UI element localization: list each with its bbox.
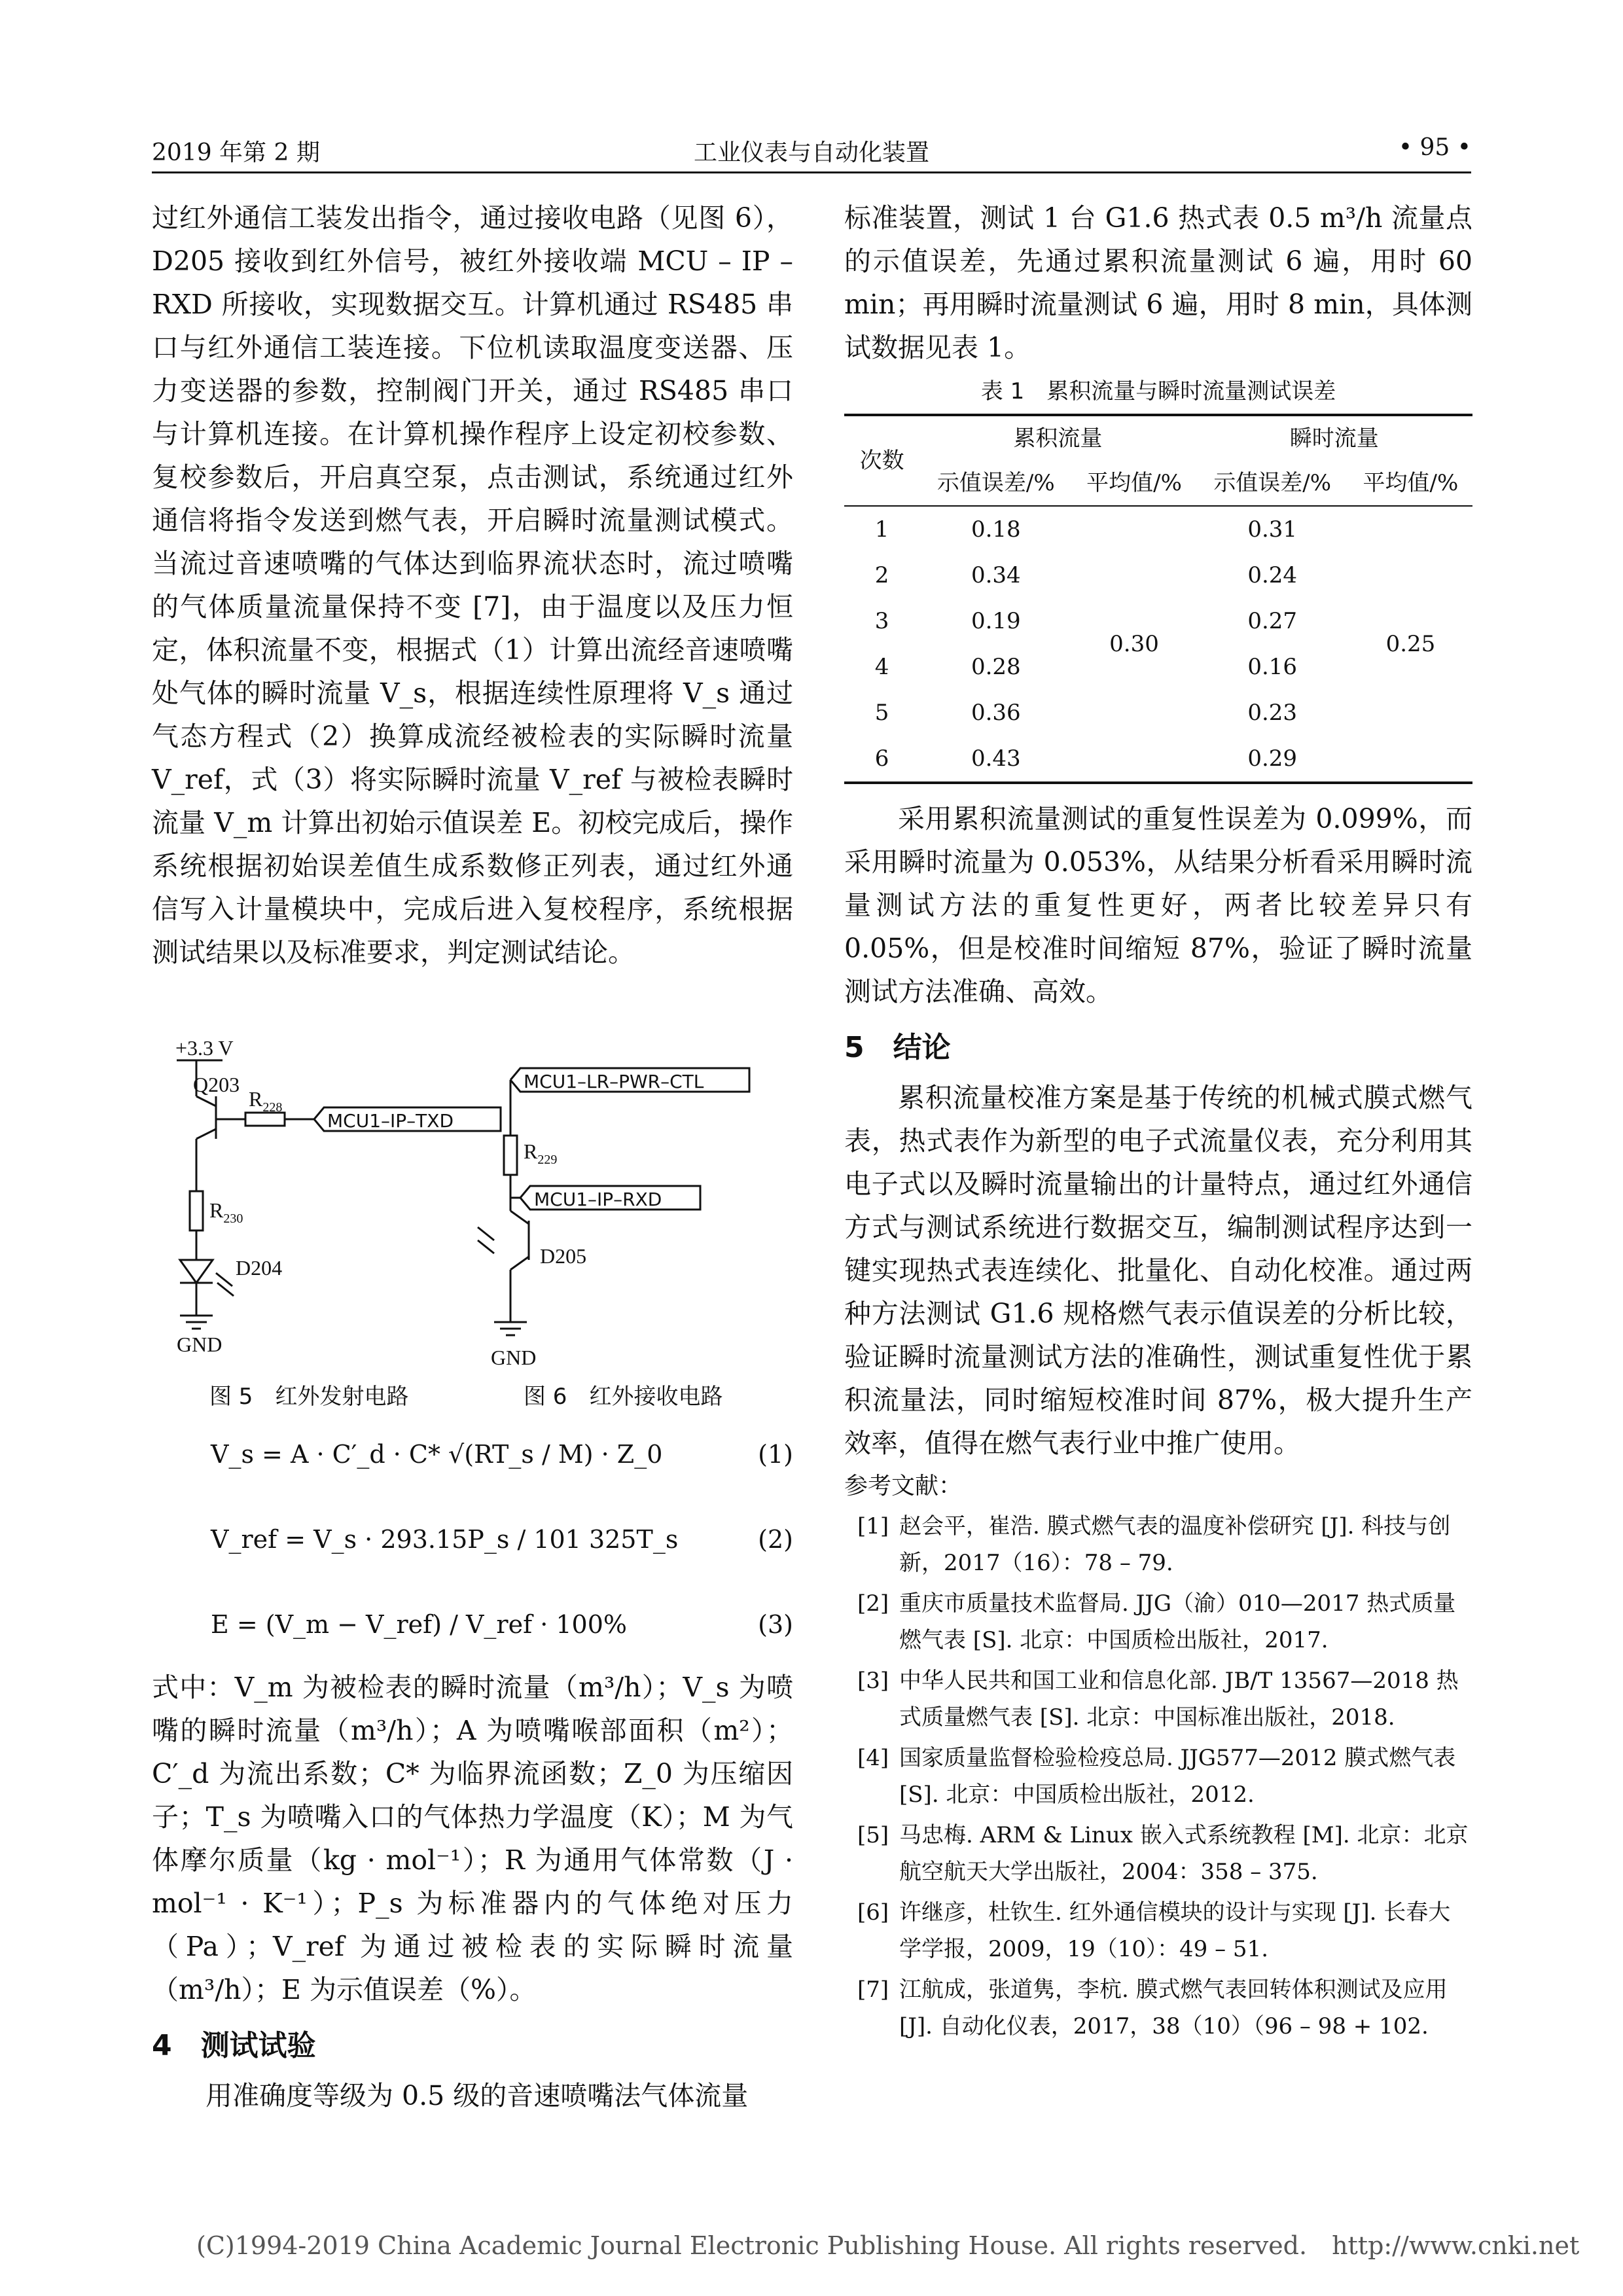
header-error-2: 示值误差/% (1196, 461, 1349, 506)
reference-item: [4] 国家质量监督检验检疫总局. JJG577—2012 膜式燃气表 [S]. 北京：中国质检出版社，2012. (857, 1745, 1456, 1808)
rx-label: MCU1–IP–RXD (534, 1189, 662, 1210)
copyright-footer: (C)1994-2019 China Academic Journal Electronic Publishing House. All rights reserved. http://www.cnki.net (196, 2231, 1580, 2260)
equation-1-number: (1) (758, 1440, 793, 1469)
equation-2-body: V_ref = V_s · 293.15P_s / 101 325T_s (211, 1525, 679, 1554)
tx-label: MCU1–IP–TXD (327, 1110, 454, 1132)
references-list (844, 1508, 1472, 2045)
equation-2 (152, 1512, 793, 1571)
equation-3 (152, 1597, 793, 1656)
header-cumulative: 累积流量 (919, 415, 1196, 461)
body-paragraph: 过红外通信工装发出指令，通过接收电路（见图 6），D205 接收到红外信号，被红外接收端 MCU – IP – RXD 所接收，实现数据交互。计算机通过 RS485 串口与红外通信工装连接。下位机读取温度变送器、压力变送器的参数，控制阀门开关，通过 RS485 串口与计算机连接。在计算机操作程序上设定初校参数、复校参数后，开启真空泵，点击测试，系统通过红外通信将指令发送到燃气表，开启瞬时流量测试模式。当流过音速喷嘴的气体达到临界流状态时，流过喷嘴的气体质量流量保持不变 [7]，由于温度以及压力恒定，体积流量不变，根据式（1）计算出流经音速喷嘴处气体的瞬时流量 V_s，根据连续性原理将 V_s 通过气态方程式（2）换算成流经被检表的实际瞬时流量 V_ref，式（3）将实际瞬时流量 V_ref 与被检表瞬时流量 V_m 计算出初始示值误差 E。初校完成后，操作系统根据初始误差值生成系数修正列表，通过红外通信写入计量模块中，完成后进入复校程序，系统根据测试结果以及标准要求，判定测试结论。 (152, 202, 793, 968)
q203-label: Q203 (193, 1073, 240, 1096)
left-column-lower (152, 1666, 793, 2117)
r228-label: $R_{228}$ (249, 1087, 283, 1115)
symbol-definitions: 式中：V_m 为被检表的瞬时流量（m³/h）；V_s 为喷嘴的瞬时流量（m³/h）；A 为喷嘴喉部面积（m²）；C′_d 为流出系数；C* 为临界流函数；Z_0 为压缩因子；T_s 为喷嘴入口的气体热力学温度（K）；M 为气体摩尔质量（kg · mol⁻¹）；R 为通用气体常数（J · mol⁻¹ · K⁻¹）；P_s 为标准器内的气体绝对压力（Pa）；V_ref 为通过被检表的实际瞬时流量（m³/h）；E 为示值误差（%）。 (152, 1672, 793, 2005)
header-avg-2: 平均值/% (1349, 461, 1472, 506)
results-table (844, 414, 1472, 784)
d205-label: D205 (540, 1244, 587, 1268)
header-instant: 瞬时流量 (1196, 415, 1472, 461)
references-title: 参考文献： (844, 1473, 963, 1499)
table-row: 3 0.19 0.27 (874, 608, 1298, 634)
fig5-caption: 图 5 红外发射电路 (209, 1384, 409, 1410)
body-paragraph: 采用累积流量测试的重复性误差为 0.099%，而采用瞬时流量为 0.053%，从结果分析看采用瞬时流量测试方法的重复性更好，两者比较差异只有 0.05%，但是校准时间缩短 87%，验证了瞬时流量测试方法准确、高效。 (844, 803, 1472, 1007)
gnd1-label: GND (177, 1333, 223, 1356)
circuit-diagram (170, 1034, 759, 1401)
d204-label: D204 (236, 1256, 283, 1280)
reference-item: [6] 许继彦，杜钦生. 红外通信模块的设计与实现 [J]. 长春大学学报，2009，19（10）：49 – 51. (857, 1899, 1451, 1962)
table-row: 5 0.36 0.23 (874, 700, 1298, 726)
header-rule (152, 171, 1471, 173)
fig6-caption: 图 6 红外接收电路 (524, 1384, 723, 1410)
section-5-heading: 5 结论 (844, 1031, 951, 1064)
header-error-1: 示值误差/% (919, 461, 1072, 506)
body-paragraph: 标准装置，测试 1 台 G1.6 热式表 0.5 m³/h 流量点的示值误差，先通过累积流量测试 6 遍，用时 60 min；再用瞬时流量测试 6 遍，用时 8 min，具体测试数据见表 1。 (844, 202, 1472, 363)
reference-item: [5] 马忠梅. ARM & Linux 嵌入式系统教程 [M]. 北京：北京航空航天大学出版社，2004：358 – 375. (857, 1822, 1469, 1885)
equation-1-body: V_s = A · C′_d · C* √(RT_s / M) · Z_0 (211, 1440, 663, 1469)
journal-title: 工业仪表与自动化装置 (693, 139, 929, 166)
table-row: 4 0.28 0.16 (874, 654, 1298, 680)
section-4-heading: 4 测试试验 (152, 2029, 316, 2062)
equation-2-number: (2) (758, 1525, 793, 1554)
reference-item: [7] 江航成，张道隽，李杭. 膜式燃气表回转体积测试及应用 [J]. 自动化仪表，2017，38（10）（96 – 98 + 102. (857, 1977, 1448, 2039)
reference-item: [2] 重庆市质量技术监督局. JJG（渝）010—2017 热式质量燃气表 [S]. 北京：中国质检出版社，2017. (857, 1590, 1456, 1653)
table-row: 2 0.34 0.24 (874, 562, 1298, 588)
equation-3-body: E = (V_m − V_ref) / V_ref · 100% (211, 1610, 628, 1639)
issue-label: 2019 年第 2 期 (152, 139, 320, 166)
avg-cumulative: 0.30 (1072, 506, 1196, 783)
header-avg-1: 平均值/% (1072, 461, 1196, 506)
body-paragraph: 用准确度等级为 0.5 级的音速喷嘴法气体流量 (205, 2080, 749, 2111)
reference-item: [3] 中华人民共和国工业和信息化部. JB/T 13567—2018 热式质量燃气表 [S]. 北京：中国标准出版社，2018. (857, 1668, 1459, 1731)
pwr-label: MCU1–LR–PWR–CTL (524, 1071, 704, 1092)
r229-label: $R_{229}$ (524, 1139, 558, 1167)
r230-label: $R_{230}$ (209, 1198, 243, 1226)
left-column (152, 196, 793, 974)
avg-instant: 0.25 (1349, 506, 1472, 783)
page-number: • 95 • (1398, 134, 1471, 161)
body-paragraph: 累积流量校准方案是基于传统的机械式膜式燃气表，热式表作为新型的电子式流量仪表，充分利用其电子式以及瞬时流量输出的计量特点，通过红外通信方式与测试系统进行数据交互，编制测试程序达到一键实现热式表连续化、批量化、自动化校准。通过两种方法测试 G1.6 规格燃气表示值误差的分析比较，验证瞬时流量测试方法的准确性，测试重复性优于累积流量法，同时缩短校准时间 87%，极大提升生产效率，值得在燃气表行业中推广使用。 (844, 1082, 1472, 1459)
reference-item: [1] 赵会平，崔浩. 膜式燃气表的温度补偿研究 [J]. 科技与创新，2017（16）：78 – 79. (857, 1513, 1451, 1576)
right-column (844, 196, 1472, 2049)
table-row: 1 0.18 0.30 0.31 0.25 (844, 506, 1472, 552)
table-row: 6 0.43 0.29 (844, 736, 1472, 783)
page-header (152, 134, 1471, 173)
vcc-label: +3.3 V (175, 1036, 234, 1060)
equation-3-number: (3) (758, 1610, 793, 1639)
header-count: 次数 (844, 415, 919, 506)
gnd2-label: GND (491, 1346, 537, 1369)
equation-1 (152, 1427, 793, 1486)
table-caption: 表 1 累积流量与瞬时流量测试误差 (980, 378, 1336, 404)
